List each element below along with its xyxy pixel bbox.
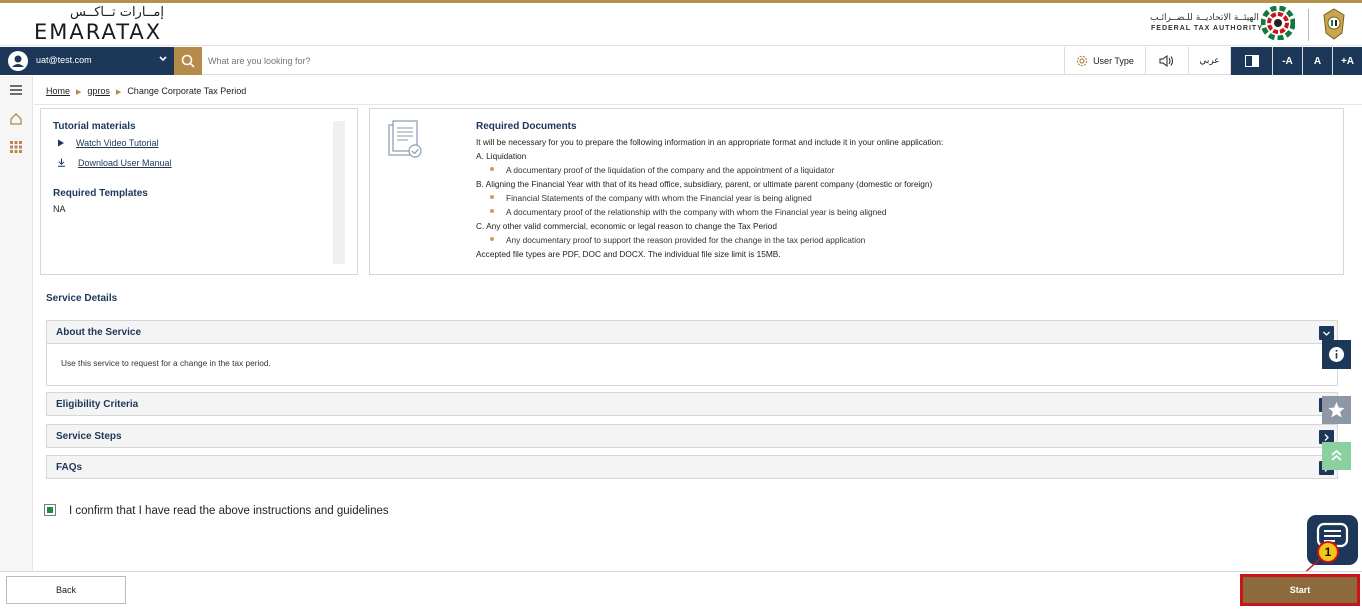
accordion-label: Service Steps [56, 431, 122, 442]
double-chevron-up-icon [1322, 442, 1351, 470]
file-type-note: Accepted file types are PDF, DOC and DOCX. The individual file size limit is 15MB. [476, 249, 781, 259]
header-divider [1308, 9, 1309, 41]
chevron-down-icon [158, 54, 168, 67]
required-documents-title: Required Documents [476, 121, 577, 132]
list-item: A documentary proof of the liquidation of the company and the appointment of a liquidator [506, 165, 835, 175]
home-icon[interactable] [9, 112, 23, 126]
gear-icon [1076, 55, 1088, 67]
accordion-about-service[interactable] [46, 320, 1338, 344]
info-button[interactable] [1322, 340, 1351, 369]
user-menu[interactable] [0, 47, 174, 75]
fta-name-arabic: الهيئــة الاتحاديــة للـضــرائـب [1150, 13, 1259, 23]
footer-bar [0, 571, 1362, 609]
fta-name-english: FEDERAL TAX AUTHORITY [1151, 25, 1263, 32]
tutorial-panel [40, 108, 358, 275]
accordion-faqs[interactable] [46, 455, 1338, 479]
list-item: Any documentary proof to support the reason provided for the change in the tax period application [506, 235, 866, 245]
required-documents-panel [369, 108, 1344, 275]
info-icon [1322, 340, 1351, 369]
confirm-label: I confirm that I have read the above instructions and guidelines [69, 505, 389, 517]
documents-icon [386, 119, 424, 161]
step-badge: 1 [1317, 541, 1339, 563]
watch-video-link[interactable]: Watch Video Tutorial [76, 138, 159, 148]
user-type-button[interactable] [1064, 47, 1145, 75]
emaratax-logo[interactable]: EMARATAX [34, 20, 163, 44]
scroll-top-button[interactable] [1322, 442, 1351, 470]
accordion-eligibility-criteria[interactable] [46, 392, 1338, 416]
hamburger-menu-icon[interactable] [9, 83, 23, 97]
about-service-text: Use this service to request for a change in the tax period. [61, 358, 271, 368]
download-manual-link[interactable]: Download User Manual [78, 158, 172, 168]
accordion-label: Eligibility Criteria [56, 399, 139, 410]
breadcrumb [46, 86, 246, 96]
list-item: Financial Statements of the company with whom the Financial year is being aligned [506, 193, 812, 203]
about-service-content [46, 344, 1338, 386]
fta-logo-icon [1261, 6, 1295, 40]
font-normal-button[interactable]: A [1302, 47, 1332, 75]
accordion-label: About the Service [56, 327, 142, 338]
search-button[interactable] [174, 47, 202, 75]
star-icon [1322, 396, 1351, 424]
panel-scrollbar[interactable] [333, 121, 345, 264]
back-button[interactable]: Back [6, 576, 126, 604]
font-decrease-button[interactable]: -A [1272, 47, 1302, 75]
favourite-button[interactable] [1322, 396, 1351, 424]
text-to-speech-button[interactable] [1145, 47, 1188, 75]
user-type-label: User Type [1093, 56, 1134, 66]
section-b-heading: B. Aligning the Financial Year with that of its head office, subsidiary, parent, or ultimate parent company (domestic or foreign) [476, 179, 933, 189]
font-increase-button[interactable]: +A [1332, 47, 1362, 75]
uae-emblem-icon [1320, 7, 1348, 41]
bullet-icon [490, 167, 494, 171]
section-c-heading: C. Any other valid commercial, economic or legal reason to change the Tax Period [476, 221, 777, 231]
bullet-icon [490, 195, 494, 199]
contrast-toggle[interactable] [1230, 47, 1272, 75]
navbar [0, 47, 1362, 75]
breadcrumb-separator-icon: ▶ [115, 89, 122, 96]
contrast-icon [1245, 55, 1259, 67]
speaker-icon [1159, 55, 1175, 67]
confirm-checkbox[interactable] [44, 504, 56, 516]
language-toggle[interactable]: عربي [1188, 47, 1230, 75]
service-details-title: Service Details [46, 293, 118, 304]
section-a-heading: A. Liquidation [476, 151, 527, 161]
breadcrumb-gpros[interactable]: gpros [87, 86, 110, 96]
templates-value: NA [53, 204, 66, 214]
search-input[interactable] [208, 51, 808, 71]
bullet-icon [490, 209, 494, 213]
logo-arabic: إمــارات تــاكــس [70, 5, 164, 20]
download-icon [57, 158, 66, 167]
breadcrumb-current: Change Corporate Tax Period [127, 86, 247, 96]
tutorial-title: Tutorial materials [53, 121, 136, 132]
list-item: A documentary proof of the relationship with the company with whom the Financial year is being aligned [506, 207, 887, 217]
user-avatar-icon [8, 51, 28, 71]
apps-grid-icon[interactable] [9, 140, 23, 154]
sidebar [0, 76, 33, 609]
required-documents-intro: It will be necessary for you to prepare the following information in an appropriate format and include it in your online application: [476, 137, 944, 147]
bullet-icon [490, 237, 494, 241]
breadcrumb-home[interactable]: Home [46, 86, 71, 96]
chevron-down-icon[interactable] [1319, 326, 1334, 340]
search-icon [174, 47, 202, 75]
accordion-label: FAQs [56, 462, 83, 473]
play-icon [57, 139, 65, 147]
accordion-service-steps[interactable] [46, 424, 1338, 448]
start-button[interactable]: Start [1240, 574, 1360, 606]
breadcrumb-divider [34, 104, 1362, 105]
header [0, 3, 1362, 46]
breadcrumb-separator-icon: ▶ [76, 89, 82, 96]
user-email: uat@test.com [36, 55, 92, 65]
templates-title: Required Templates [53, 188, 148, 199]
